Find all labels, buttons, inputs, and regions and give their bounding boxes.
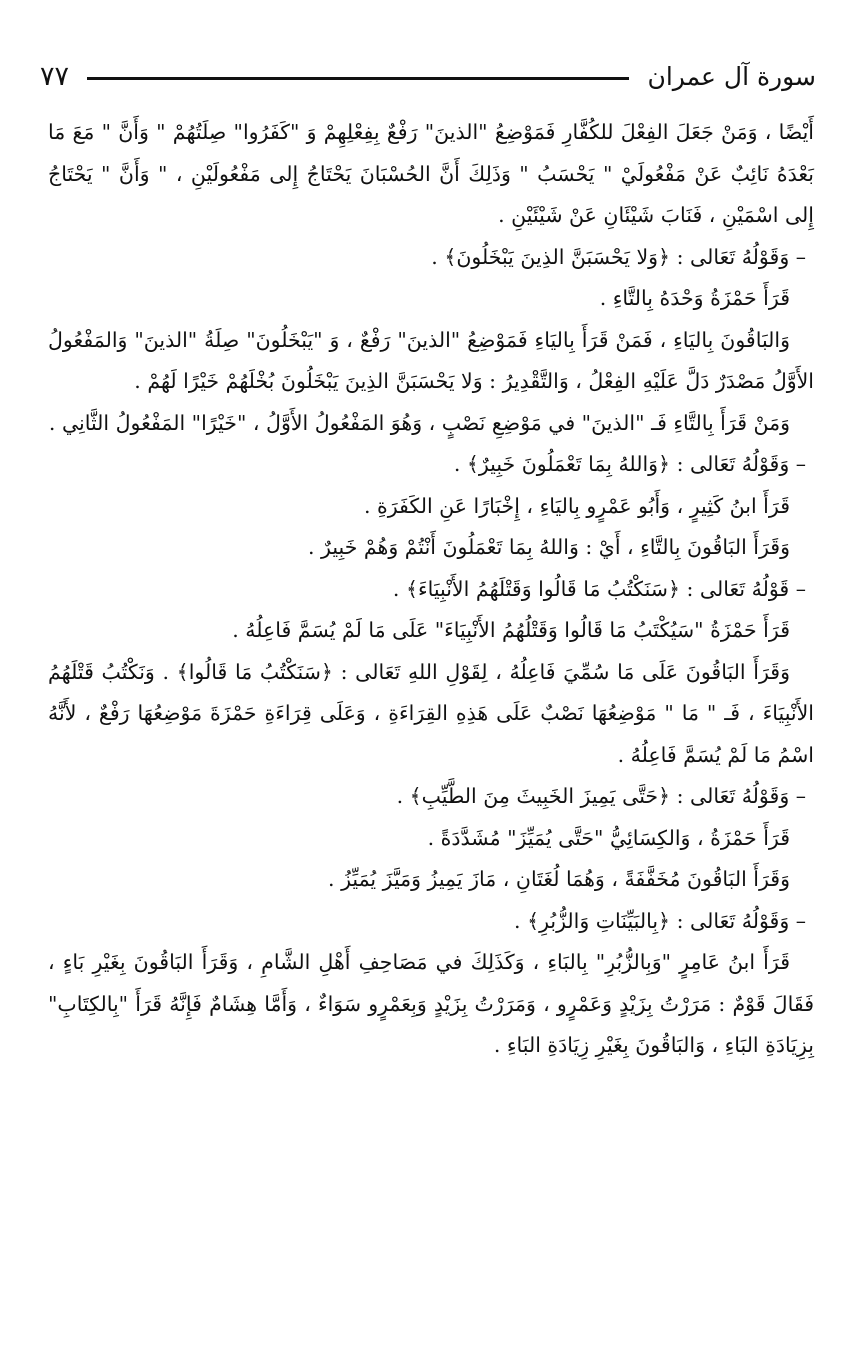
verse-heading: – قَوْلُهُ تَعَالى : ﴿سَنَكْتُبُ مَا قَالُوا وَقَتْلَهُمُ الأَنْبِيَاءَ﴾ . [392,576,806,601]
paragraph: قَرَأَ حَمْزَةُ وَحْدَهُ بِالتَّاءِ . [599,286,790,310]
verse-heading: – وَقَوْلُهُ تَعَالى : ﴿وَلا يَحْسَبَنَّ الذِينَ يَبْخَلُونَ﴾ . [431,244,806,269]
page-header [40,52,816,100]
paragraph: وَقَرَأَ البَاقُونَ مُخَفَّفَةً ، وَهُمَا لُغَتَانِ ، مَازَ يَمِيزُ وَمَيَّزَ يُمَيِّزُ . [328,867,790,891]
paragraph: قَرَأَ حَمْزَةُ ، وَالكِسَائِيُّ "حَتَّى يُمَيِّزَ" مُشَدَّدَةً . [427,825,790,850]
paragraph: وَقَرَأَ البَاقُونَ عَلَى مَا سُمِّيَ فَاعِلُهُ ، لِقَوْلِ اللهِ تَعَالى : ﴿سَنَكْتُبُ مَا قَالُوا﴾ . وَنَكْتُبُ قَتْلَهُمُ الأَنْبِيَاءَ ، فَـ " مَا " مَوْضِعُهَا نَصْبٌ عَلَى هَذِهِ القِرَاءَةِ ، وَعَلَى قِرَاءَةِ حَمْزَةَ مَوْضِعُهَا رَفْعٌ ، لأَنَّهُ اسْمُ مَا لَمْ يُسَمَّ فَاعِلُهُ . [48,659,814,767]
page-number: ٧٧ [40,60,70,92]
page-body [48,112,814,1067]
verse-heading: – وَقَوْلُهُ تَعَالى : ﴿وَاللهُ بِمَا تَعْمَلُونَ خَبِيرٌ﴾ . [453,452,806,476]
paragraph: قَرَأَ حَمْزَةُ "سَيُكْتَبُ مَا قَالُوا وَقَتْلُهُمُ الأَنْبِيَاءَ" عَلَى مَا لَمْ يُسَمَّ فَاعِلُهُ . [232,618,790,642]
paragraph: وَالبَاقُونَ بِاليَاءِ ، فَمَنْ قَرَأَ بِاليَاءِ فَمَوْضِعُ "الذينَ" رَفْعٌ ، وَ "يَبْخَلُونَ" صِلَةُ "الذينَ" وَالمَفْعُولُ الأَوَّلُ مَصْدَرٌ دَلَّ عَلَيْهِ الفِعْلُ ، وَالتَّقْدِيرُ : وَلا يَحْسَبَنَّ الذِينَ يَبْخَلُونَ بُخْلَهُمْ خَيْرًا لَهُمْ . [48,327,814,393]
surah-title: سورة آل عمران [647,61,816,91]
paragraph: أَيْضًا ، وَمَنْ جَعَلَ الفِعْلَ للكُفَّارِ فَمَوْضِعُ "الذينَ" رَفْعٌ بِفِعْلِهِمْ وَ "كَفَرُوا" صِلَتُهُمْ " وَأَنَّ " مَعَ مَا بَعْدَهُ نَائِبٌ عَنْ مَفْعُولَيْ " يَحْسَبُ " وَذَلِكَ أَنَّ الحُسْبَانَ يَحْتَاجُ إِلى مَفْعُولَيْنِ ، " وَأَنَّ " يَحْتَاجُ إِلى اسْمَيْنِ ، فَنَابَ شَيْئَانِ عَنْ شَيْئَيْنِ . [48,120,814,227]
verse-heading: – وَقَوْلُهُ تَعَالى : ﴿بِالبَيِّنَاتِ وَالزُّبُرِ﴾ . [514,908,806,933]
paragraph: قَرَأَ ابنُ عَامِرٍ "وَبِالزُّبُرِ" بِالبَاءِ ، وَكَذَلِكَ في مَصَاحِفِ أَهْلِ الشَّامِ ، وَقَرَأَ البَاقُونَ بِغَيْرِ بَاءٍ ، فَقَالَ قَوْمٌ : مَرَرْتُ بِزَيْدٍ وَعَمْرٍو ، وَمَرَرْتُ بِزَيْدٍ وَبِعَمْرٍو سَوَاءٌ ، وَأَمَّا هِشَامٌ فَإِنَّهُ قَرَأَ "بِالكِتَابِ" بِزِيَادَةِ البَاءِ ، وَالبَاقُونَ بِغَيْرِ زِيَادَةِ البَاءِ . [48,950,814,1057]
paragraph: قَرَأَ ابنُ كَثِيرٍ ، وَأَبُو عَمْرٍو بِاليَاءِ ، إِخْبَارًا عَنِ الكَفَرَةِ . [363,493,790,518]
paragraph: وَمَنْ قَرَأَ بِالتَّاءِ فَـ "الذينَ" في مَوْضِعِ نَصْبٍ ، وَهُوَ المَفْعُولُ الأَوَّلُ ، "خَيْرًا" المَفْعُولُ الثَّانِي . [48,410,790,435]
paragraph: وَقَرَأَ البَاقُونَ بِالتَّاءِ ، أَيْ : وَاللهُ بِمَا تَعْمَلُونَ أَنْتُمْ وَهُمْ خَبِيرٌ . [307,535,790,559]
header-rule [87,77,629,80]
verse-heading: – وَقَوْلُهُ تَعَالى : ﴿حَتَّى يَمِيزَ الخَبِيثَ مِنَ الطَّيِّبِ﴾ . [396,784,806,808]
